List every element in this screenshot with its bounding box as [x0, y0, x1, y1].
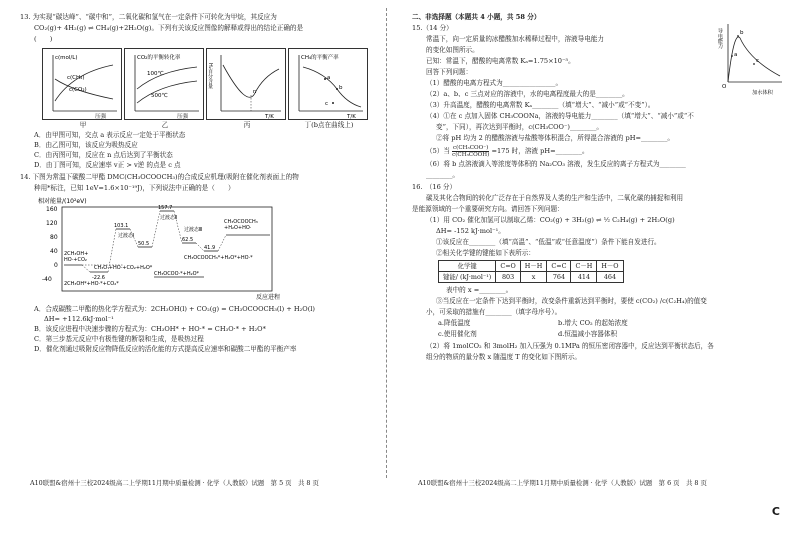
q16-part-1-3: ③当反应在一定条件下达到平衡时，改变条件重新达到平衡时，要使 c(CO₂) /c(C₂H₄)的值变 — [436, 297, 707, 305]
q15-line-1: 常温下，向一定质量的冰醋酸加水稀释过程中，溶液导电能力 — [426, 35, 605, 43]
q16-part-1-dh: ΔH= -152 kJ·mol⁻¹。 — [436, 227, 505, 235]
caption-yi: 乙 — [161, 121, 169, 129]
q16-choice-d: d.恒温减小容器体积 — [558, 330, 618, 338]
right-footer: A10联盟&宿州十三校2024级高二上学期11月期中质量检测 · 化学（人教版）试题 第 6 页 共 8 页 — [418, 479, 707, 487]
graph-bing-xlabel: T/K — [265, 114, 274, 119]
q14-state-0b: HO·+CO₂ — [64, 257, 87, 263]
q15-line-2: 的变化如图所示。 — [426, 46, 479, 54]
q15-part-4-2: ②将 pH 均为 2 的醋酸溶液与盐酸等体积混合，所得混合溶液的 pH=________。 — [436, 134, 674, 142]
q14-ytick-80: 80 — [50, 234, 58, 241]
bond-header-label: 化学键 — [439, 261, 496, 272]
q14-state-1: CH₃O·+HO·+CO₂+H₂O* — [94, 265, 153, 271]
q16-choice-c: c.使用催化剂 — [438, 330, 477, 338]
graph-yi-curve-2: 500℃ — [151, 93, 168, 99]
caption-jia: 甲 — [79, 121, 87, 129]
graph-jia-curve-2: c(CO₂) — [69, 87, 87, 93]
bond-value-ch: 414 — [571, 272, 597, 283]
q14-state-3: CH₃OCOOCH₃*+H₂O*+HO·* — [184, 255, 253, 261]
q13-option-a: A．由甲图可知，交点 a 表示反应一定处于平衡状态 — [34, 131, 186, 139]
bond-header-ho: H－O — [597, 261, 623, 272]
q13-stem-1: 13. 为实现“碳达峰”、“碳中和”，二氧化碳和氢气在一定条件下可转化为甲烷，其反应为 — [20, 13, 277, 21]
q14-option-a: A．合成碳酸二甲酯的热化学方程式为：2CH₃OH(l) + CO₂(g) = CH₃OCOOCH₃(l) + H₂O(l) — [34, 305, 315, 313]
bond-header-co: C=O — [496, 261, 520, 272]
bond-header-cc: C=C — [547, 261, 571, 272]
graph-jia-curve-1: c(CH₄) — [67, 75, 85, 81]
q13-option-d: D．由丁图可知，反应速率 v正 > v逆 的点是 c 点 — [34, 161, 181, 169]
q14-level-41: 41.9 — [204, 245, 216, 251]
q14-ts2: 过渡态Ⅱ — [160, 215, 178, 221]
q16-part-1: （1）用 CO₂ 催化加氢可以制取乙烯：CO₂(g) + 3H₂(g) ⇌ ½ C₂H₄(g) + 2H₂O(g) — [426, 216, 675, 224]
q14-state-2: CH₃OCOO·*+H₂O* — [154, 271, 200, 277]
graph-ding — [288, 48, 368, 120]
graph-ding-point-a: a — [327, 75, 331, 81]
q15-graph-ylabel: 导电能力 — [717, 28, 723, 49]
bond-value-cc: 764 — [547, 272, 571, 283]
graph-ding-xlabel: T/K — [347, 114, 356, 119]
q14-ytick-40: 40 — [50, 248, 58, 255]
q16-part-2: （2）将 1molCO₂ 和 3molH₂ 加入压强为 0.1MPa 的恒压密闭容器中，反应达到平衡状态后，各 — [426, 342, 714, 350]
q15-line-4: 回答下列问题： — [426, 68, 473, 76]
caption-bing: 丙 — [243, 121, 251, 129]
q14-option-c: C．第三步基元反应中有极性键的断裂和生成，是吸热过程 — [34, 335, 204, 343]
q14-ylabel: 相对能量/(10²eV) — [38, 198, 87, 205]
q16-line-2: 是能源领域的一个重要研究方向。请回答下列问题： — [412, 205, 564, 213]
q14-ytick-120: 120 — [46, 220, 58, 227]
corner-mark: C — [771, 505, 780, 518]
graph-jia-ylabel: c(mol/L) — [55, 55, 78, 61]
q14-state-0a: 2CH₃OH+ — [64, 251, 89, 257]
q14-state-5: 2CH₃OH*+HO·*+CO₂* — [64, 281, 119, 287]
bond-header-ch: C－H — [571, 261, 597, 272]
graph-jia-xlabel: 压强 — [95, 114, 107, 119]
q14-ts3: 过渡态Ⅲ — [184, 227, 203, 233]
q15-frac-top: c(CH₃COO⁻) — [453, 144, 489, 151]
bond-energy-table — [438, 260, 624, 283]
q16-part-2b: 组分的物质的量分数 x 随温度 T 的变化如下图所示。 — [426, 353, 581, 361]
q15-part-3: （3）升高温度，醋酸的电离常数 Kₐ________（填“增大”、“减小”或“不变”）。 — [426, 101, 655, 109]
graph-bing-ylabel: H₂百分含量 — [207, 63, 213, 89]
bond-header-hh: H－H — [520, 261, 547, 272]
q14-ytick-160: 160 — [46, 206, 58, 213]
graph-ding-point-b: b — [339, 85, 343, 91]
graph-bing — [206, 48, 286, 120]
graph-yi — [124, 48, 204, 120]
q14-level-157: 157.7 — [158, 205, 173, 211]
q15-part-2: （2）a、b、c 三点对应的溶液中，水的电离程度最大的是________。 — [426, 90, 629, 98]
q16-x-answer: 表中的 x =________。 — [446, 286, 513, 294]
q14-state-4b: +H₂O+HO· — [224, 225, 252, 231]
q14-option-a-dh: ΔH= +112.6kJ·mol⁻¹ — [44, 315, 114, 323]
bond-table-header — [439, 261, 624, 272]
graph-yi-curve-1: 100℃ — [147, 71, 164, 77]
bond-row-label: 键能/ (kJ·mol⁻¹) — [439, 272, 496, 283]
q14-level-m22: -22.6 — [92, 275, 105, 281]
q14-level-50: 50.5 — [138, 241, 150, 247]
q14-option-b: B．该反应进程中决速步骤的方程式为：CH₃OH* + HO·* = CH₃O·* + H₂O* — [34, 325, 266, 333]
q15-graph-xlabel: 加水体积 — [752, 90, 773, 96]
q14-xlabel: 反应进程 — [256, 294, 281, 301]
q16-choices-row-2 — [412, 329, 780, 339]
q14-stem-1: 14. 下图为常温下碳酸二甲酯 DMC(CH₃OCOOCH₃)的合成反应机理(吸附在催化剂表面上的物 — [20, 173, 299, 181]
graph-yi-xlabel: 压强 — [177, 114, 189, 119]
graph-ding-title: CH₄的平衡产率 — [301, 55, 339, 61]
q16-line-1: 碳及其化合物间的转化广泛存在于自然界及人类的生产和生活中，二氧化碳的捕捉和利用 — [426, 194, 684, 202]
bond-value-co: 803 — [496, 272, 520, 283]
q15-part-6b: ________。 — [426, 171, 459, 179]
q15-graph-origin: O — [722, 84, 727, 90]
q14-state-4a: CH₃OCOOCH₃ — [224, 219, 258, 225]
q15-part-4-1: （4）①在 c 点加入固体 CH₃COONa，溶液的导电能力________（填“增大”、“减小”或“不 — [426, 112, 694, 120]
q14-ytick-m40: -40 — [42, 276, 52, 283]
q15-part-4-1b: 变”，下同），再次达到平衡时，c(CH₃COO⁻)________。 — [436, 123, 603, 131]
q13-stem-2: CO₂(g)+ 4H₂(g) ⇌ CH₄(g)+2H₂O(g)。下列有关该反应图像的解释或得出的结论正确的是 — [34, 24, 304, 32]
graph-ding-point-c: c — [325, 101, 329, 107]
q14-level-103: 103.1 — [114, 223, 129, 229]
q13-option-c: C．由丙图可知，反应在 n 点后达到了平衡状态 — [34, 151, 173, 159]
q16-part-1-1: ①该反应在________（填“高温”、“低温”或“任意温度”）条件下能自发进行。 — [436, 238, 661, 246]
q15-part-6: （6）将 b 点溶液滴入等浓度等体积的 Na₂CO₃ 溶液，发生反应的离子方程式为________ — [426, 160, 686, 168]
q16-choice-a: a.降低温度 — [438, 319, 471, 327]
bond-value-ho: 464 — [597, 272, 623, 283]
q15-part-5 — [412, 144, 780, 158]
q15-line-3: 已知：常温下，醋酸的电离常数 Kₐ=1.75×10⁻⁵。 — [426, 57, 575, 65]
q16-choice-b: b.增大 CO₂ 的起始浓度 — [558, 319, 628, 327]
q15-graph-point-b: b — [740, 30, 744, 36]
q15-number: 15.（14 分） — [412, 24, 453, 32]
caption-ding: 丁(b点在曲线上) — [304, 121, 354, 129]
q15-part-5-pre: （5）当 — [426, 147, 450, 155]
q14-level-62: 62.5 — [182, 237, 194, 243]
q16-part-1-2: ②相关化学键的键能如下表所示： — [436, 249, 535, 257]
q14-stem-2: 种用*标注，已知 1eV=1.6×10⁻¹⁹J)，下列说法中正确的是（ ） — [34, 184, 235, 192]
q13-graphs — [42, 48, 390, 120]
q14-ts1: 过渡态Ⅰ — [118, 233, 135, 239]
bond-value-hh: x — [520, 272, 547, 283]
q15-part-1: （1）醋酸的电离方程式为________________。 — [426, 79, 563, 87]
q14-ytick-0: 0 — [54, 262, 58, 269]
q16-number: 16. （16 分） — [412, 183, 457, 191]
q15-graph-point-a: a — [734, 52, 738, 58]
q15-part-5-fraction — [452, 145, 489, 158]
q16-part-1-3b: 小，可采取的措施有________（填字母序号）。 — [426, 308, 562, 316]
bond-table-row — [439, 272, 624, 283]
graph-jia — [42, 48, 122, 120]
q16-choices-row-1 — [412, 318, 780, 328]
q13-paren: ( ) — [34, 35, 53, 43]
q15-graph-point-c: c — [756, 58, 760, 64]
section-title: 二、非选择题（本题共 4 小题，共 58 分） — [412, 13, 541, 21]
right-page — [400, 0, 800, 544]
q15-part-5-post: =175 时，溶液 pH=________。 — [491, 147, 589, 155]
q15-conductivity-graph — [712, 20, 784, 99]
q13-option-b: B．由乙图可知，该反应为吸热反应 — [34, 141, 138, 149]
q13-graph-captions — [42, 120, 390, 130]
page-divider — [386, 8, 387, 478]
graph-yi-title: CO₂的平衡转化率 — [137, 55, 181, 61]
left-footer: A10联盟&宿州十三校2024级高二上学期11月期中质量检测 · 化学（人教版）试题 第 5 页 共 8 页 — [30, 479, 319, 487]
q14-option-d: D．催化剂通过吸附反应物降低反应的活化能的方式提高反应速率和碳酸二甲酯的平衡产率 — [34, 345, 297, 353]
q14-energy-diagram — [34, 195, 390, 304]
q15-frac-bottom: c(CH₃COOH) — [452, 151, 490, 158]
graph-bing-point: n — [253, 89, 257, 95]
